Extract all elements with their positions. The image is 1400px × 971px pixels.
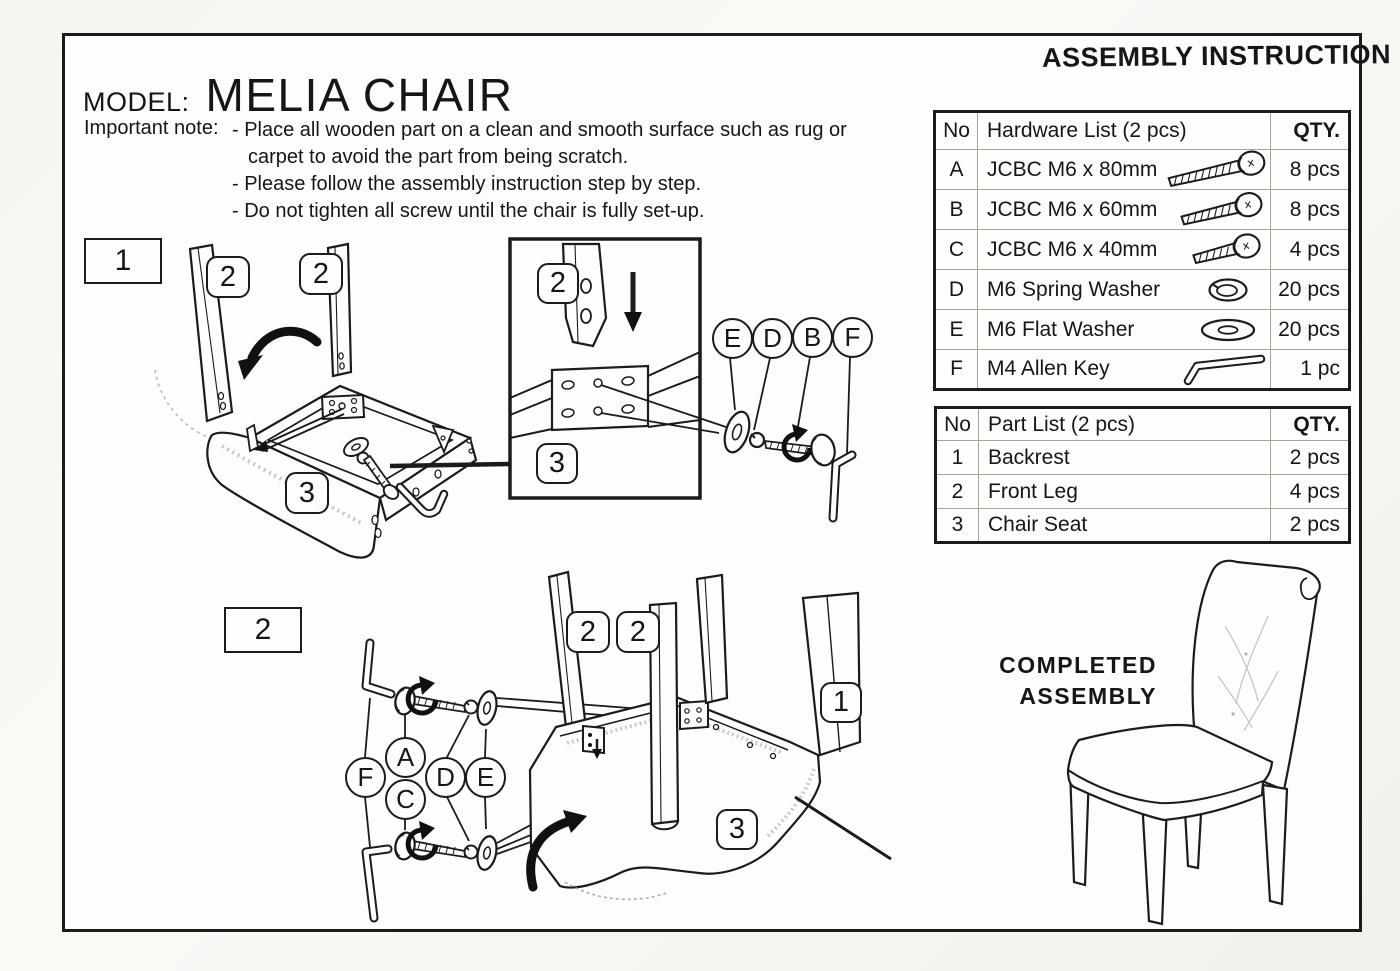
hardware-qty: 20 pcs bbox=[1271, 270, 1350, 310]
table-row bbox=[936, 509, 1350, 543]
hardware-no: A bbox=[935, 150, 978, 190]
step2-seat-label: 3 bbox=[716, 809, 758, 850]
step1-diagram bbox=[70, 230, 910, 565]
note-item: - Please follow the assembly instruction step by step. bbox=[232, 173, 702, 195]
step1-leg-label: 2 bbox=[299, 253, 343, 295]
table-row bbox=[935, 350, 1350, 390]
step2-floor-line bbox=[795, 797, 891, 859]
table-row bbox=[935, 310, 1350, 350]
table-row bbox=[935, 150, 1350, 190]
callout-allen-key: F bbox=[345, 757, 386, 798]
step2-leg-label: 2 bbox=[566, 611, 610, 653]
part-qty: 4 pcs bbox=[1271, 475, 1350, 509]
callout-spring-washer: D bbox=[752, 318, 793, 359]
table-row bbox=[936, 441, 1350, 475]
part-list-table bbox=[934, 406, 1351, 544]
col-header-no: No bbox=[935, 112, 978, 150]
part-header-row bbox=[936, 408, 1350, 441]
step2-leg-label: 2 bbox=[616, 611, 660, 653]
table-row bbox=[935, 230, 1350, 270]
part-desc: Front Leg bbox=[979, 475, 1271, 509]
step1-leg-label: 2 bbox=[206, 256, 250, 298]
document-title: ASSEMBLY INSTRUCTION bbox=[1041, 39, 1392, 73]
step1-seat-label: 3 bbox=[285, 472, 329, 514]
important-notes bbox=[84, 117, 880, 225]
step1-number-box: 1 bbox=[84, 238, 162, 284]
callout-flat-washer: E bbox=[712, 318, 753, 359]
completed-chair-illustration bbox=[1000, 556, 1360, 934]
hardware-desc: M6 Flat Washer bbox=[987, 317, 1135, 341]
spring-washer-icon bbox=[1206, 277, 1250, 303]
note-item: - Do not tighten all screw until the chair is fully set-up. bbox=[232, 200, 705, 222]
table-row bbox=[935, 270, 1350, 310]
callout-bolt: B bbox=[792, 317, 833, 358]
part-desc: Chair Seat bbox=[979, 509, 1271, 543]
hardware-no: C bbox=[935, 230, 978, 270]
callout-spring-washer: D bbox=[425, 757, 466, 798]
table-row bbox=[935, 190, 1350, 230]
part-qty: 2 pcs bbox=[1271, 441, 1350, 475]
step2-diagram bbox=[215, 555, 915, 940]
hardware-qty: 8 pcs bbox=[1271, 150, 1350, 190]
callout-allen-key: F bbox=[832, 317, 873, 358]
bolt-60mm-icon bbox=[1176, 188, 1266, 232]
bolt-40mm-icon bbox=[1188, 229, 1264, 270]
col-header-no: No bbox=[936, 408, 979, 441]
hardware-desc: JCBC M6 x 60mm bbox=[987, 197, 1158, 221]
col-header-qty: QTY. bbox=[1271, 112, 1350, 150]
hardware-qty: 4 pcs bbox=[1271, 230, 1350, 270]
hardware-no: D bbox=[935, 270, 978, 310]
part-qty: 2 pcs bbox=[1271, 509, 1350, 543]
note-item: - Place all wooden part on a clean and smooth surface such as rug or carpet to avoid the part from being scratch. bbox=[232, 119, 847, 168]
hardware-no: B bbox=[935, 190, 978, 230]
allen-key-icon bbox=[1180, 352, 1268, 386]
model-label: MODEL: bbox=[83, 87, 190, 117]
col-header-part-list: Part List (2 pcs) bbox=[979, 408, 1271, 441]
important-note-label: Important note: bbox=[84, 117, 219, 139]
completed-line1: COMPLETED bbox=[999, 652, 1157, 678]
step1-chair-seat bbox=[207, 386, 476, 558]
part-desc: Backrest bbox=[979, 441, 1271, 475]
step2-number-box: 2 bbox=[224, 607, 302, 653]
hardware-qty: 1 pc bbox=[1271, 350, 1350, 390]
step2-bottom-bolt-assembly bbox=[393, 821, 499, 871]
part-no: 3 bbox=[936, 509, 979, 543]
hardware-header-row bbox=[935, 112, 1350, 150]
hardware-no: F bbox=[935, 350, 978, 390]
hardware-desc: M6 Spring Washer bbox=[987, 277, 1161, 301]
step2-backrest-label: 1 bbox=[820, 682, 862, 723]
col-header-hardware-list: Hardware List (2 pcs) bbox=[978, 112, 1271, 150]
step1-detail-seat-label: 3 bbox=[536, 443, 578, 484]
hardware-qty: 8 pcs bbox=[1271, 190, 1350, 230]
step1-detail-leg-label: 2 bbox=[537, 263, 579, 304]
part-no: 2 bbox=[936, 475, 979, 509]
flat-washer-icon bbox=[1199, 318, 1257, 342]
model-row bbox=[83, 68, 513, 122]
hardware-list-table bbox=[933, 110, 1351, 391]
hardware-desc: M4 Allen Key bbox=[987, 357, 1110, 380]
table-row bbox=[936, 475, 1350, 509]
step2-top-bolt-assembly bbox=[393, 676, 499, 726]
step1-rotate-arrow bbox=[238, 331, 317, 380]
hardware-qty: 20 pcs bbox=[1271, 310, 1350, 350]
part-no: 1 bbox=[936, 441, 979, 475]
completed-line2: ASSEMBLY bbox=[1019, 683, 1157, 709]
step1-callout-hardware bbox=[720, 357, 852, 518]
callout-bolt-80mm: A bbox=[385, 737, 426, 778]
model-name: MELIA CHAIR bbox=[205, 69, 514, 121]
callout-flat-washer: E bbox=[465, 757, 506, 798]
hardware-desc: JCBC M6 x 40mm bbox=[987, 237, 1158, 261]
bolt-80mm-icon bbox=[1163, 146, 1268, 193]
callout-bolt-40mm: C bbox=[385, 779, 426, 820]
col-header-qty: QTY. bbox=[1271, 408, 1350, 441]
hardware-desc: JCBC M6 x 80mm bbox=[987, 157, 1158, 181]
hardware-no: E bbox=[935, 310, 978, 350]
